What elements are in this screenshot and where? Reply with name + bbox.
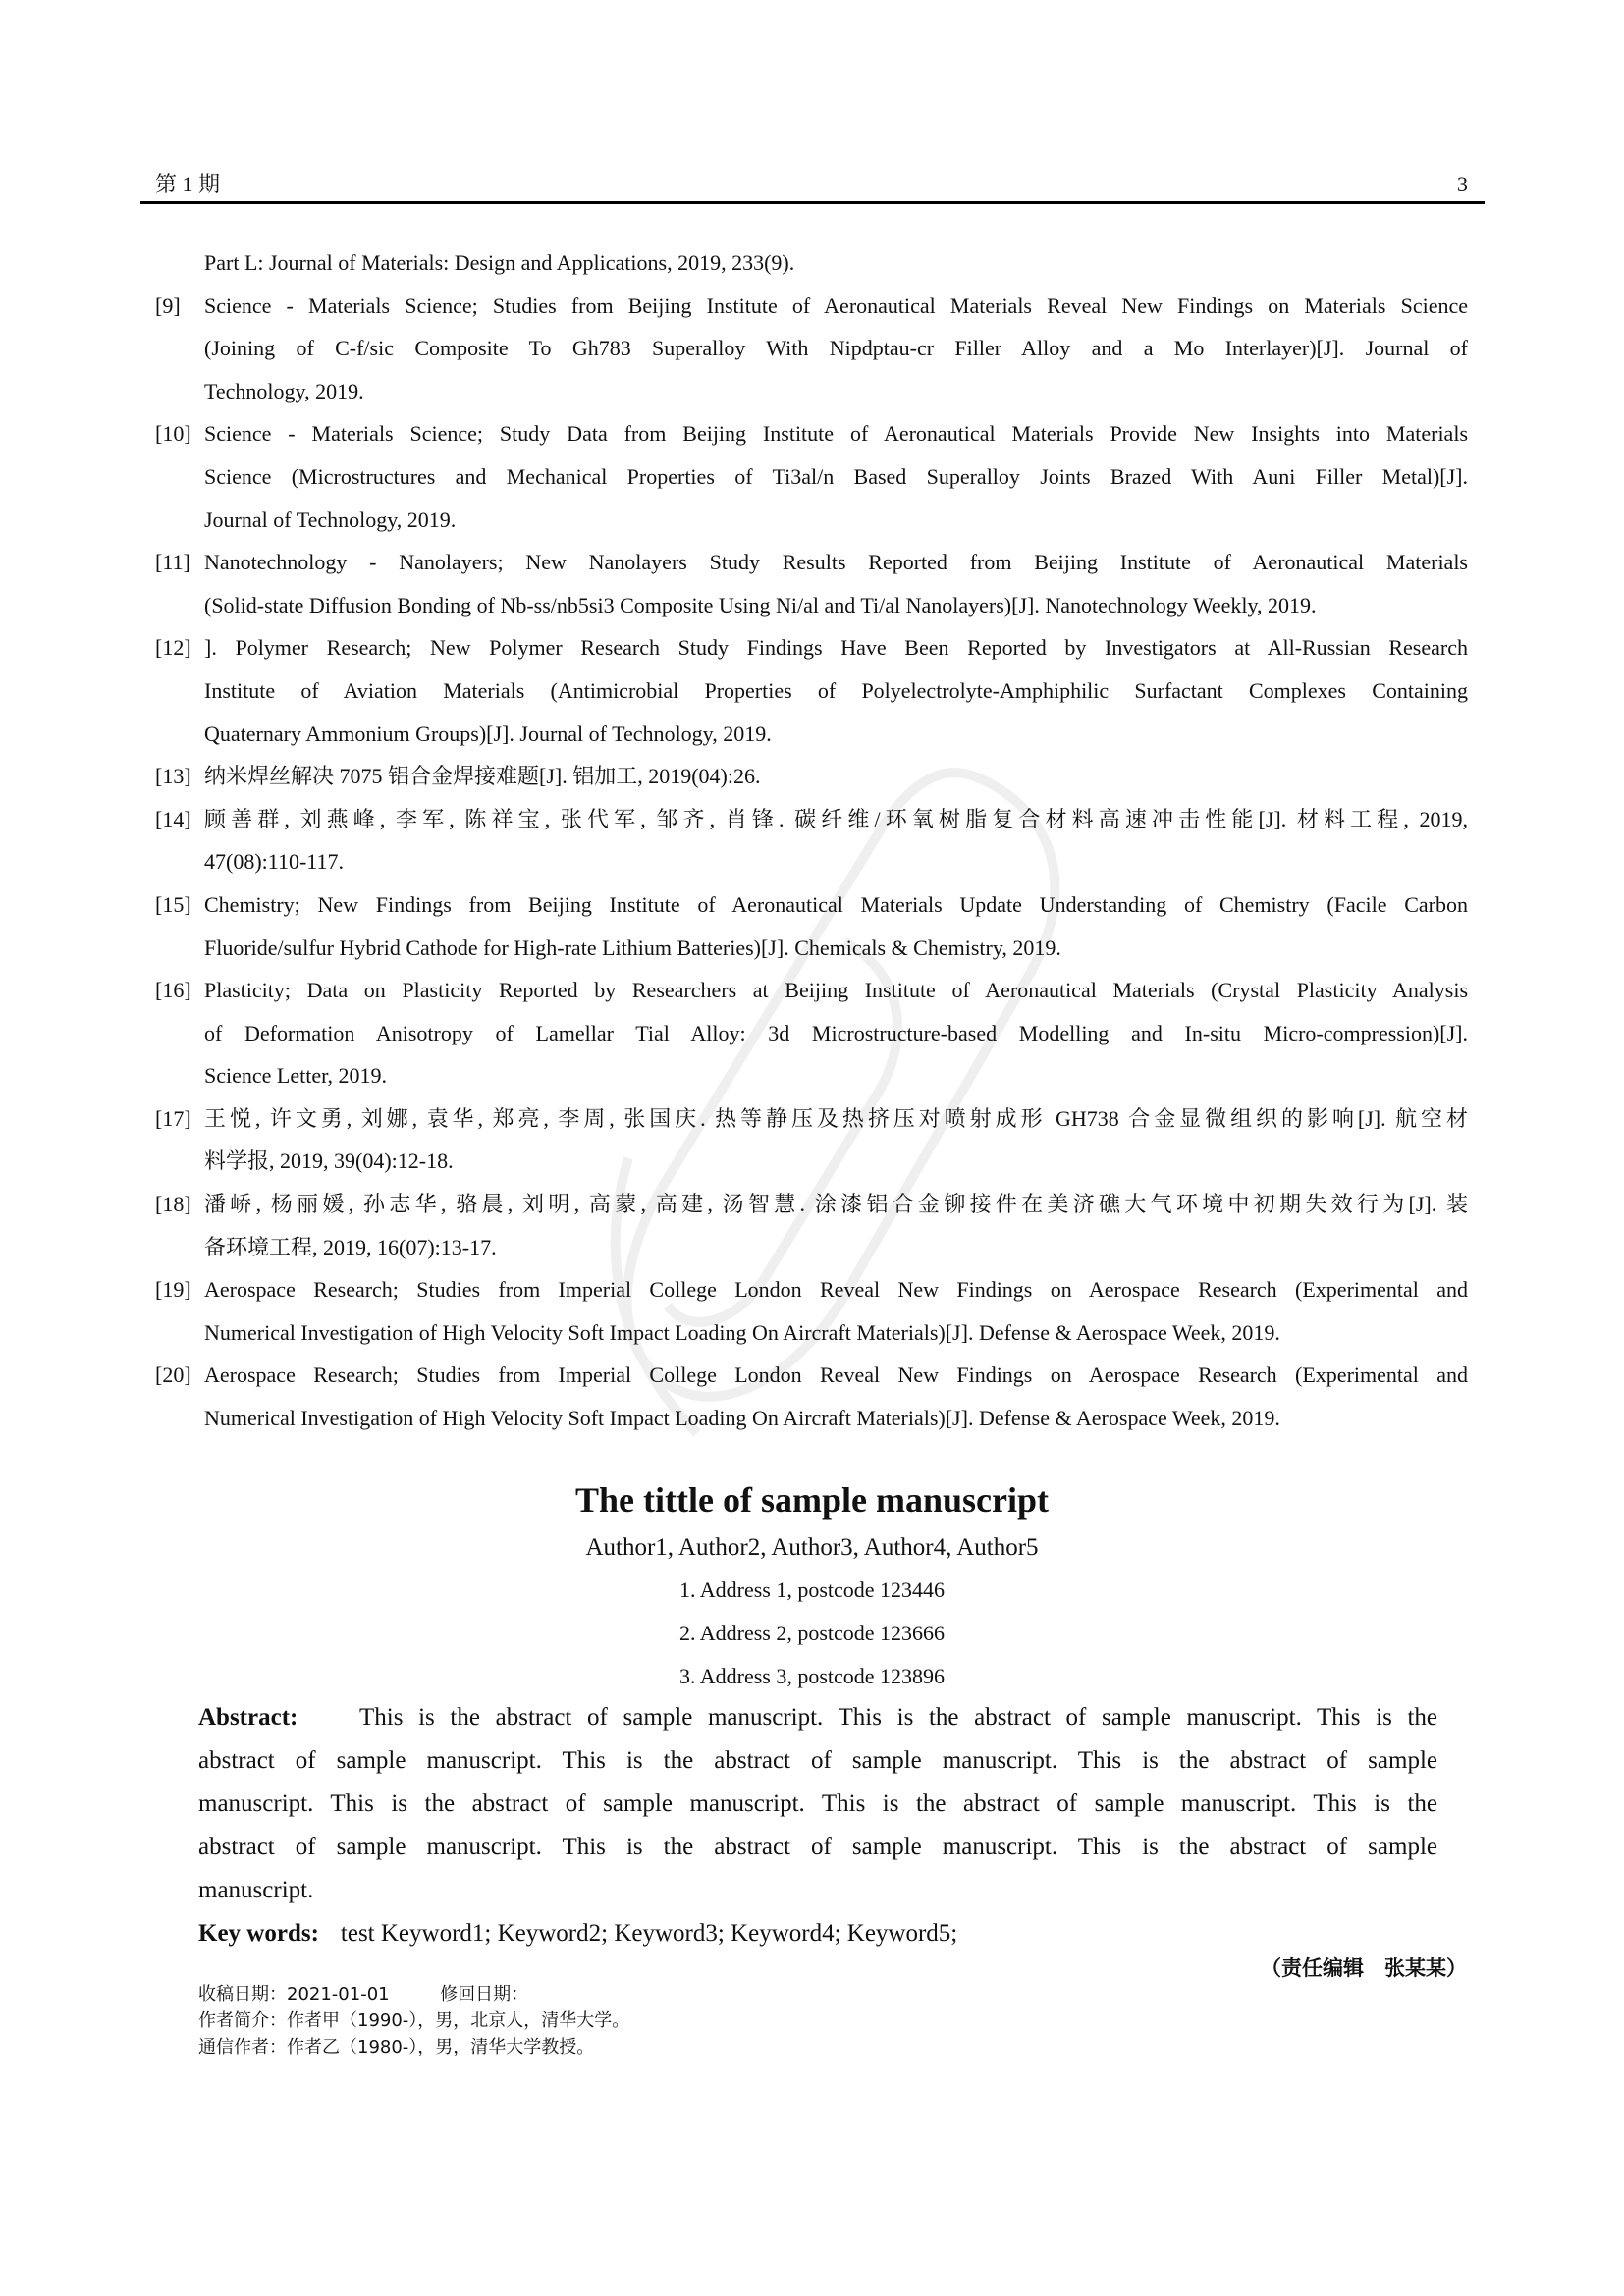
keywords [198, 1912, 957, 1955]
abstract-line: abstract of sample manuscript. This is the abstract of sample manuscript. This is the abstract of sample [198, 1747, 1437, 1774]
reference-item [155, 1268, 1468, 1354]
reference-line: Technology, 2019. [204, 378, 364, 403]
reference-text [204, 412, 1468, 541]
author-list: Author1, Author2, Author3, Author4, Author5 [585, 1534, 1039, 1561]
abstract [198, 1696, 1437, 1912]
reference-text [204, 1183, 1468, 1268]
corresponding-author: 通信作者：作者乙（1980-），男，清华大学教授。 [198, 2037, 595, 2057]
address-1: 1. Address 1, postcode 123446 [678, 1577, 946, 1602]
reference-line: Part L: Journal of Materials: Design and Applications, 2019, 233(9). [204, 250, 795, 275]
reference-line: 备环境工程, 2019, 16(07):13-17. [204, 1234, 497, 1259]
reference-item [155, 755, 1468, 798]
reference-line: Institute of Aviation Materials (Antimicrobial Properties of Polyelectrolyte-Amphiphilic Surfactant Complexes Containing [204, 677, 1468, 703]
reference-number: [14] [155, 806, 191, 831]
running-head [155, 169, 1468, 200]
author-bio: 作者简介：作者甲（1990-），男，北京人，清华大学。 [198, 2010, 630, 2031]
keywords-label: Key words: [198, 1920, 319, 1947]
reference-number: [9] [155, 293, 181, 318]
reference-number: [17] [155, 1105, 191, 1131]
reference-line: Science Letter, 2019. [204, 1063, 388, 1089]
reference-number: [19] [155, 1277, 191, 1303]
abstract-text: This is the abstract of sample manuscript. This is the abstract of sample manuscript. This is the [359, 1704, 1437, 1731]
abstract-line: manuscript. [198, 1877, 314, 1903]
reference-item [155, 541, 1468, 626]
reference-line: Science - Materials Science; Studies from Beijing Institute of Aeronautical Materials Reveal New Findings on Materials Science [204, 293, 1468, 318]
reference-line: Aerospace Research; Studies from Imperial College London Reveal New Findings on Aerospace Research (Experimental and [204, 1362, 1468, 1388]
received-label: 收稿日期： [198, 1984, 287, 2004]
reference-line: Science - Materials Science; Study Data from Beijing Institute of Aeronautical Materials Provide New Insights into Materials [204, 421, 1468, 447]
reference-text [204, 798, 1468, 883]
abstract-line: abstract of sample manuscript. This is the abstract of sample manuscript. This is the abstract of sample [198, 1834, 1437, 1860]
reference-line: (Joining of C-f/sic Composite To Gh783 Superalloy With Nipdptau-cr Filler Alloy and a Mo Interlayer)[J]. Journal of [204, 336, 1468, 361]
reference-line: Numerical Investigation of High Velocity Soft Impact Loading On Aircraft Materials)[J]. Defense & Aerospace Week, 2019. [204, 1406, 1280, 1431]
reference-line: 王悦, 许文勇, 刘娜, 袁华, 郑亮, 李周, 张国庆. 热等静压及热挤压对喷射成形 GH738 合金显微组织的影响[J]. 航空材 [204, 1105, 1468, 1131]
reference-number: [12] [155, 635, 191, 661]
reference-number: [15] [155, 891, 191, 917]
reference-line: 潘峤, 杨丽媛, 孙志华, 骆晨, 刘明, 高蒙, 高建, 汤智慧. 涂漆铝合金铆接件在美济礁大气环境中初期失效行为[J]. 装 [204, 1192, 1468, 1217]
reference-line: Quaternary Ammonium Groups)[J]. Journal of Technology, 2019. [204, 721, 772, 746]
reference-number: [13] [155, 764, 191, 789]
reference-item [155, 798, 1468, 883]
reference-line: of Deformation Anisotropy of Lamellar Tial Alloy: 3d Microstructure-based Modelling and In-situ Micro-compression)[J]. [204, 1020, 1468, 1045]
manuscript-title: The tittle of sample manuscript [575, 1480, 1049, 1520]
reference-text [204, 883, 1468, 969]
reference-line: ]. Polymer Research; New Polymer Research Study Findings Have Been Reported by Investigators at All-Russian Research [204, 635, 1468, 661]
reference-text [204, 1268, 1468, 1354]
reference-line: Numerical Investigation of High Velocity Soft Impact Loading On Aircraft Materials)[J]. Defense & Aerospace Week, 2019. [204, 1319, 1280, 1345]
reference-list [155, 241, 1468, 1440]
reference-item [155, 1097, 1468, 1183]
reference-line: Aerospace Research; Studies from Imperial College London Reveal New Findings on Aerospace Research (Experimental and [204, 1277, 1468, 1303]
reference-item [155, 241, 1468, 285]
reference-line: Nanotechnology - Nanolayers; New Nanolayers Study Results Reported from Beijing Institute of Aeronautical Materials [204, 550, 1468, 575]
reference-number: [11] [155, 550, 190, 575]
reference-line: 顾善群, 刘燕峰, 李军, 陈祥宝, 张代军, 邹齐, 肖锋. 碳纤维/环氧树脂复合材料高速冲击性能[J]. 材料工程, 2019, [204, 806, 1468, 831]
reference-line: Science (Microstructures and Mechanical Properties of Ti3al/n Based Superalloy Joints Brazed With Auni Filler Metal)[J]. [204, 463, 1468, 489]
reference-text [204, 1097, 1468, 1183]
reference-text [204, 626, 1468, 755]
page-number: 3 [1457, 172, 1468, 196]
reference-number: [10] [155, 421, 191, 447]
reference-line: Journal of Technology, 2019. [204, 507, 457, 532]
reference-line: Fluoride/sulfur Hybrid Cathode for High-rate Lithium Batteries)[J]. Chemicals & Chemistry, 2019. [204, 934, 1061, 960]
reference-line: 料学报, 2019, 39(04):12-18. [204, 1148, 454, 1174]
reference-number: [16] [155, 978, 191, 1003]
reference-item [155, 285, 1468, 413]
reference-text [204, 755, 1468, 798]
reference-line: Chemistry; New Findings from Beijing Institute of Aeronautical Materials Update Understanding of Chemistry (Facile Carbon [204, 891, 1468, 917]
reference-text [204, 285, 1468, 413]
reference-text [204, 969, 1468, 1097]
issue-label: 第 1 期 [155, 172, 221, 196]
reference-text [204, 241, 1468, 285]
footnotes [198, 1981, 629, 2060]
reference-item [155, 883, 1468, 969]
keywords-text: test Keyword1; Keyword2; Keyword3; Keyword4; Keyword5; [340, 1920, 958, 1947]
reference-line: Plasticity; Data on Plasticity Reported by Researchers at Beijing Institute of Aeronautical Materials (Crystal Plasticity Analysis [204, 978, 1468, 1003]
reference-item [155, 1354, 1468, 1439]
reference-text [204, 541, 1468, 626]
address-3: 3. Address 3, postcode 123896 [678, 1664, 946, 1688]
revised-label: 修回日期： [440, 1984, 529, 2004]
reference-item [155, 626, 1468, 755]
abstract-line: manuscript. This is the abstract of sample manuscript. This is the abstract of sample manuscript. This is the [198, 1790, 1437, 1817]
responsible-editor: （责任编辑 张某某） [1261, 1956, 1467, 1980]
reference-line: 纳米焊丝解决 7075 铝合金焊接难题[J]. 铝加工, 2019(04):26. [204, 764, 761, 789]
reference-number: [18] [155, 1192, 191, 1217]
reference-line: (Solid-state Diffusion Bonding of Nb-ss/nb5si3 Composite Using Ni/al and Ti/al Nanolayers)[J]. Nanotechnology Weekly, 2019. [204, 592, 1317, 617]
reference-item [155, 412, 1468, 541]
reference-number: [20] [155, 1362, 191, 1388]
reference-item [155, 969, 1468, 1097]
reference-text [204, 1354, 1468, 1439]
dates-row [198, 1981, 629, 2007]
header-rule [140, 201, 1485, 204]
abstract-label: Abstract: [198, 1704, 298, 1731]
reference-line: 47(08):110-117. [204, 849, 344, 875]
received-date: 2021-01-01 [287, 1984, 390, 2004]
abstract-line [198, 1696, 1437, 1739]
reference-item [155, 1183, 1468, 1268]
address-2: 2. Address 2, postcode 123666 [678, 1621, 946, 1645]
